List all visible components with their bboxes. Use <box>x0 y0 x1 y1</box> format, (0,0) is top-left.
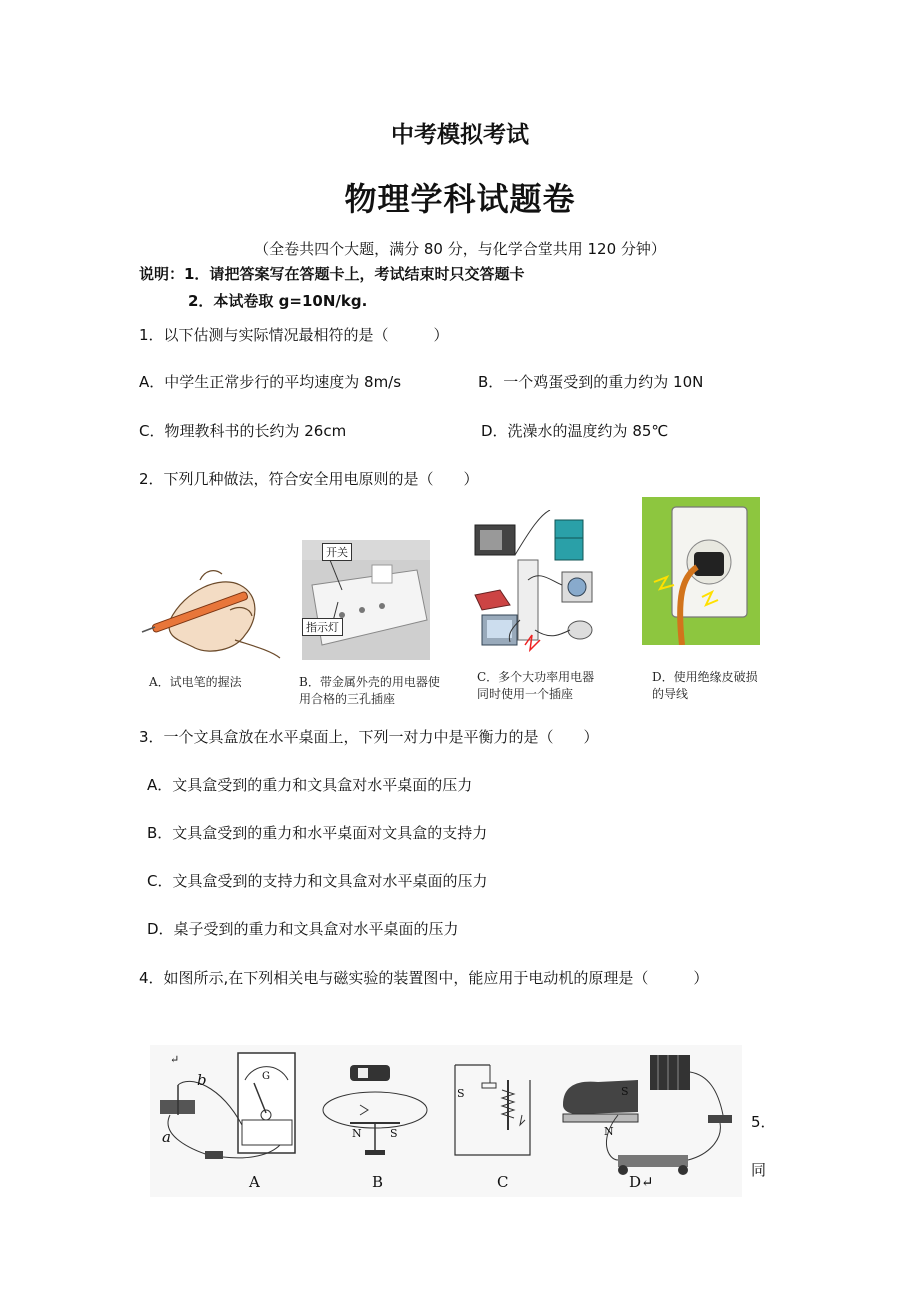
q1-option-b: B．一个鸡蛋受到的重力约为 10N <box>478 373 704 391</box>
q5-continuation: 同 <box>751 1161 767 1179</box>
q4-b-mark-n: N <box>352 1127 362 1140</box>
q4-mark-a: a <box>162 1128 171 1146</box>
q2-indicator-label: 指示灯 <box>302 618 343 636</box>
q4-d-mark-n: N <box>604 1125 614 1138</box>
q4-mark-return: ↵ <box>170 1053 180 1066</box>
q2-caption-d: D．使用绝缘皮破损的导线 <box>652 670 758 701</box>
instruction-line-2: 2．本试卷取 g=10N/kg. <box>188 292 368 310</box>
q4-figure-d-motor <box>558 1050 742 1190</box>
q4-figure-label-c: C <box>497 1173 509 1191</box>
q1-stem: 1．以下估测与实际情况最相符的是（ ） <box>139 326 449 344</box>
q4-mark-g: G <box>262 1071 270 1082</box>
q2-caption-c: C．多个大功率用电器同时使用一个插座 <box>477 670 595 701</box>
q3-stem: 3．一个文具盒放在水平桌面上，下列一对力中是平衡力的是（ ） <box>139 728 599 746</box>
q1-option-c: C．物理教科书的长约为 26cm <box>139 422 347 440</box>
instruction-line-1: 说明：1．请把答案写在答题卡上，考试结束时只交答题卡 <box>139 265 525 283</box>
q1-option-a: A．中学生正常步行的平均速度为 8m/s <box>139 373 402 391</box>
q2-switch-label: 开关 <box>322 543 352 561</box>
q1-option-d: D．洗澡水的温度约为 85℃ <box>481 422 669 440</box>
q4-figure-label-d: D↵ <box>629 1173 654 1191</box>
q4-figure-b-oersted <box>320 1055 435 1165</box>
q4-figure-label-a: A <box>249 1173 260 1191</box>
exam-subtitle: 中考模拟考试 <box>391 122 529 148</box>
q3-option-c: C．文具盒受到的支持力和文具盒对水平桌面的压力 <box>147 872 488 890</box>
q5-number: 5． <box>751 1113 776 1131</box>
q4-mark-b: b <box>197 1071 207 1089</box>
q2-caption-a: A．试电笔的握法 <box>149 675 242 689</box>
exam-title: 物理学科试题卷 <box>344 180 576 218</box>
q2-figure-d-damaged-wire <box>642 497 760 645</box>
q3-option-a: A．文具盒受到的重力和文具盒对水平桌面的压力 <box>147 776 473 794</box>
q2-figure-a-test-pen <box>140 550 290 660</box>
q4-figure-label-b: B <box>372 1173 384 1191</box>
q2-stem: 2．下列几种做法，符合安全用电原则的是（ ） <box>139 470 479 488</box>
q4-stem: 4．如图所示,在下列相关电与磁实验的装置图中，能应用于电动机的原理是（ ） <box>139 969 709 987</box>
q4-b-mark-s: S <box>390 1127 398 1140</box>
exam-note: （全卷共四个大题，满分 80 分，与化学合堂共用 120 分钟） <box>254 240 666 258</box>
q4-d-mark-s: S <box>621 1085 629 1098</box>
q4-c-mark-s: S <box>457 1087 465 1100</box>
q3-option-d: D．桌子受到的重力和文具盒对水平桌面的压力 <box>147 920 459 938</box>
q2-figure-b-power-strip <box>302 540 430 660</box>
q3-option-b: B．文具盒受到的重力和水平桌面对文具盒的支持力 <box>147 824 488 842</box>
q4-figure-c-electromagnet <box>450 1060 545 1160</box>
q4-figure-strip <box>150 1045 742 1197</box>
q2-caption-b: B．带金属外壳的用电器使用合格的三孔插座 <box>299 675 440 706</box>
q2-figure-c-overloaded-socket <box>470 510 600 665</box>
